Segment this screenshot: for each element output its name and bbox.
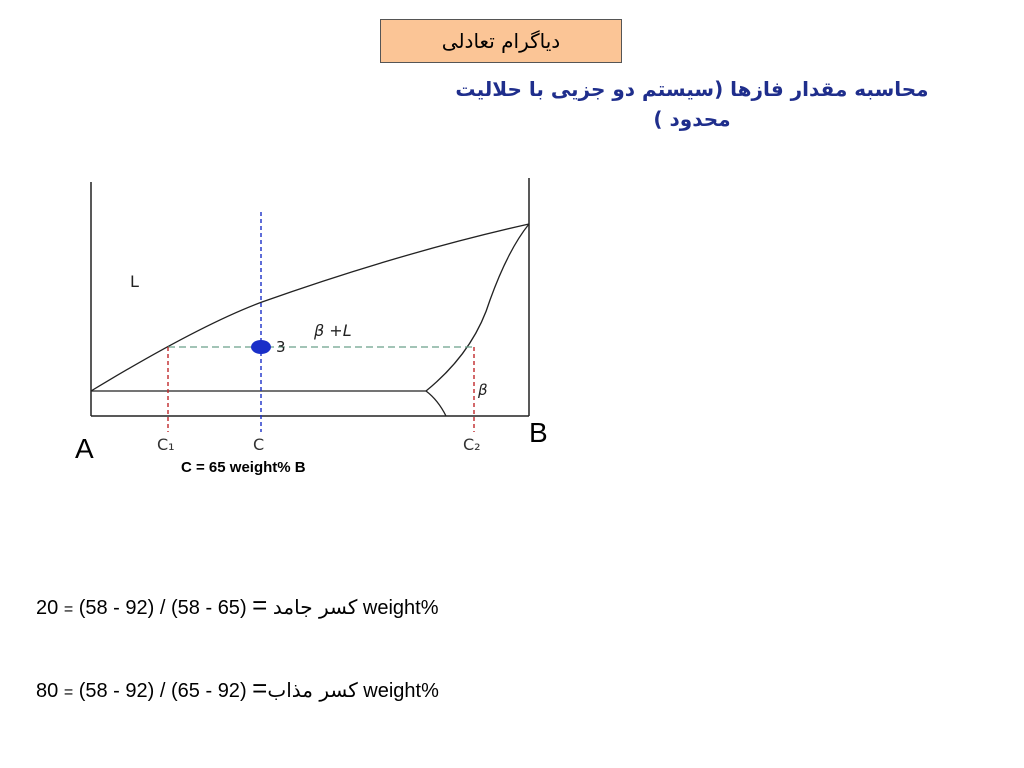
- liquid-fraction-expression: (92 - 65) / (92 - 58): [73, 680, 247, 702]
- solid-equals-sign: =: [252, 590, 268, 620]
- slide-subtitle: محاسبه مقدار فازها (سیستم دو جزیی با حلالیت محدود ): [455, 77, 929, 131]
- solid-fraction-expression: (65 - 58) / (92 - 58): [73, 597, 247, 619]
- liquid-fraction-result: 80 weight%: [36, 680, 439, 702]
- solid-fraction-result: 20 weight%: [36, 597, 439, 619]
- point-label: 3: [276, 338, 286, 356]
- liquidus-curve: [91, 224, 529, 391]
- axis-label-a: A: [75, 433, 94, 464]
- solid-fraction-label: کسر جامد: [272, 595, 358, 619]
- tick-label-c1: C₁: [157, 435, 175, 454]
- tick-label-c: C: [253, 435, 265, 454]
- liquid-fraction-equation: [36, 673, 439, 704]
- region-label-two-phase: β +L: [314, 321, 352, 340]
- tick-label-c2: C₂: [463, 435, 481, 454]
- solid-equals-sign-2: =: [63, 601, 74, 618]
- slide-title: دیاگرام تعادلی: [441, 29, 561, 53]
- liquid-fraction-label: کسر مذاب: [267, 678, 358, 702]
- composition-note: C = 65 weight% B: [181, 459, 306, 476]
- region-label-beta: β: [478, 381, 488, 399]
- axis-label-b: B: [529, 417, 548, 448]
- solvus-curve: [426, 391, 446, 416]
- region-label-liquid: L: [130, 272, 139, 291]
- liquid-equals-sign: =: [252, 673, 268, 703]
- solidus-curve: [426, 224, 529, 391]
- state-point: [251, 340, 271, 354]
- liquid-equals-sign-2: =: [63, 684, 74, 701]
- solid-fraction-equation: [36, 590, 439, 621]
